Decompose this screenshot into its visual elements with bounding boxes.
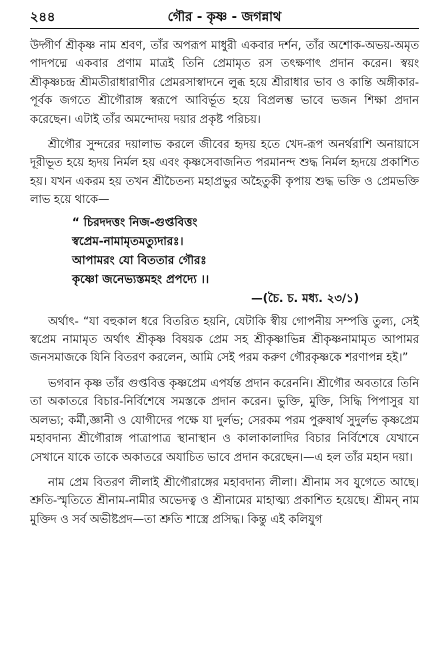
verse-line: স্বপ্রেম-নামামৃতমত্যুদারঃ। [72, 233, 184, 248]
paragraph-4: ভগবান কৃষ্ণ তাঁর গুপ্তবিত্ত কৃষ্ণপ্রেম এপর্যন্ত প্রদান করেননি। শ্রীগৌর অবতারে তিনি তা অকাতরে বিচার-নির্বিশেষে সমস্তকে প্রদান করেন। ভুক্তি, মুক্তি, সিদ্ধি পিপাসুর যা অলভ্য; কর্মী,জ্ঞানী ও যোগীদের পক্ষে যা দুর্লভ; সেরকম পরম পুরুষার্থ সুদুর্লভ কৃষ্ণপ্রেম মহাবদান্য শ্রীগৌরাঙ্গ পাত্রাপাত্র স্থানাস্থান ও কালাকালাদির বিচার নির্বিশেষে যেখানে সেখানে যাকে তাকে অকাতরে অযাচিত ভাবে প্রদান করেছেন।—এ হল তাঁর মহান দয়া। [30, 375, 419, 464]
page-body [30, 30, 419, 528]
verse-line: “ চিরদদত্তং নিজ-গুপ্তবিত্তং [72, 214, 198, 229]
header-rule [30, 28, 419, 29]
running-title: গৌর - কৃষ্ণ - জগন্নাথ [167, 10, 282, 25]
page-number: ২৪৪ [30, 10, 56, 25]
paragraph-1: উদ্গীর্ণ শ্রীকৃষ্ণ নাম শ্রবণ, তাঁর অপরূপ মাধুরী একবার দর্শন, তাঁর অশোক-অভয়-অমৃত পাদপদ্মে একবার প্রণাম মাত্রই তিনি প্রেমামৃত রস তৎক্ষণাৎ প্রদান করেন। স্বয়ং শ্রীকৃষ্ণচন্দ্র শ্রীমতীরাধারাণীর প্রেমরসাস্বাদনে লুব্ধ হয়ে শ্রীরাধার ভাব ও কান্তি অঙ্গীকার-পূর্বক জগতে শ্রীগৌরাঙ্গ স্বরূপে আবির্ভূত হয়ে বিপ্রলম্ভ ভাবে ভজন শিক্ষা প্রদান করেছেন। এটাই তাঁর অমন্দোদয় দয়ার প্রকৃষ্ট পরিচয়। [30, 38, 419, 126]
page-header [30, 0, 419, 30]
paragraph-2: শ্রীগৌর সুন্দরের দয়ালাভ করলে জীবের হৃদয় হতে খেদ-রূপ অনর্থরাশি অনায়াসে দূরীভূত হয়ে হৃদয় নির্মল হয় এবং কৃষ্ণসেবাজনিত পরমানন্দ শুদ্ধ নির্মল হৃদয়ে প্রকাশিত হয়। যখন একরম হয় তখন শ্রীচৈতন্য মহাপ্রভুর অহৈতুকী কৃপায় শুদ্ধ ভক্তি ও প্রেমভক্তি লাভ হয়ে থাকে— [30, 137, 419, 207]
paragraph-3: অর্থাৎ- “যা বহুকাল ধরে বিতরিত হয়নি, যেটাকি স্বীয় গোপনীয় সম্পত্তি তুল্য, সেই স্বপ্রেম নামামৃত অর্থাৎ শ্রীকৃষ্ণ বিষয়ক প্রেম সহ শ্রীকৃষ্ণাভিন্ন শ্রীকৃষ্ণনামামৃত আপামর জনসমাজকে যিনি বিতরণ করলেন, আমি সেই পরম করুণ গৌরকৃষ্ণকে শরণাপন্ন হই।” [30, 313, 419, 365]
sanskrit-verse [72, 213, 419, 289]
paragraph-5: নাম প্রেম বিতরণ লীলাই শ্রীগৌরাঙ্গের মহাবদান্য লীলা। শ্রীনাম সব যুগেতে আছে। শ্রুতি-স্মৃতিতে শ্রীনাম-নামীর অভেদত্ব ও শ্রীনামের মাহাত্ম্য প্রকাশিত হয়েছে। শ্রীমন্ নাম মুক্তিদ ও সর্ব অভীষ্টপ্রদ—তা শ্রুতি শাস্ত্রে প্রসিদ্ধ। কিন্তু এই কলিযুগ [30, 474, 419, 526]
verse-line: আপামরং যো বিততার গৌরঃ [72, 252, 207, 267]
verse-citation: —(চৈ. চ. মধ্য. ২৩/১) [251, 290, 359, 305]
verse-line: কৃষ্ণো জনেভ্যস্তমহং প্রপদ্যে ।। [72, 271, 210, 286]
